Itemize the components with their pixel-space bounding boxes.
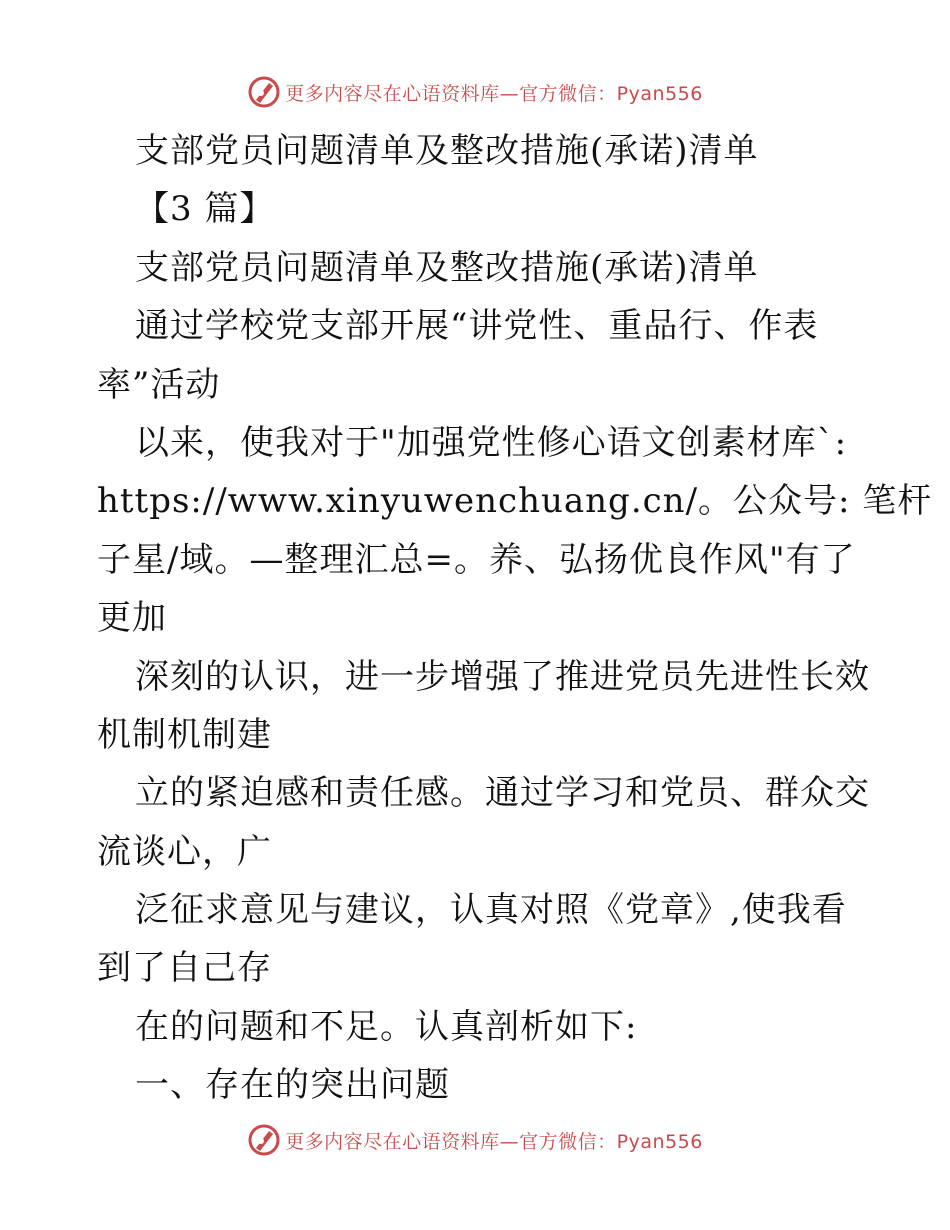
doc-line: 更加 — [97, 598, 167, 639]
doc-line: 泛征求意见与建议，认真对照《党章》,使我看 — [135, 890, 847, 931]
doc-line: 到了自己存 — [97, 948, 272, 989]
doc-line: https://www.xinyuwenchuang.cn/。公众号: 笔杆 — [97, 481, 933, 522]
doc-line: 【3 篇】 — [135, 189, 275, 230]
watermark-logo-icon — [247, 75, 281, 109]
watermark-footer — [0, 1120, 950, 1160]
doc-line: 支部党员问题清单及整改措施(承诺)清单 — [135, 247, 759, 288]
doc-line: 率”活动 — [97, 364, 221, 405]
doc-line: 流谈心，广 — [97, 831, 272, 872]
doc-line: 深刻的认识，进一步增强了推进党员先进性长效 — [135, 656, 870, 697]
watermark-header — [0, 72, 950, 112]
doc-line: 立的紧迫感和责任感。通过学习和党员、群众交 — [135, 773, 870, 814]
doc-line: 以来，使我对于"加强党性修心语文创素材库`: — [135, 422, 848, 463]
doc-line: 机制机制建 — [97, 714, 272, 755]
doc-line: 通过学校党支部开展“讲党性、重品行、作表 — [135, 306, 819, 347]
watermark-text: 更多内容尽在心语资料库—官方微信：Pyan556 — [285, 1130, 703, 1153]
watermark-logo-icon — [247, 1123, 281, 1157]
doc-line: 一、存在的突出问题 — [135, 1065, 450, 1106]
document-body — [97, 122, 933, 1115]
doc-line: 在的问题和不足。认真剖析如下: — [135, 1006, 638, 1047]
doc-line: 支部党员问题清单及整改措施(承诺)清单 — [135, 131, 759, 171]
doc-line: 子星/域。—整理汇总=。养、弘扬优良作风"有了 — [97, 539, 856, 580]
watermark-text: 更多内容尽在心语资料库—官方微信：Pyan556 — [285, 82, 703, 105]
